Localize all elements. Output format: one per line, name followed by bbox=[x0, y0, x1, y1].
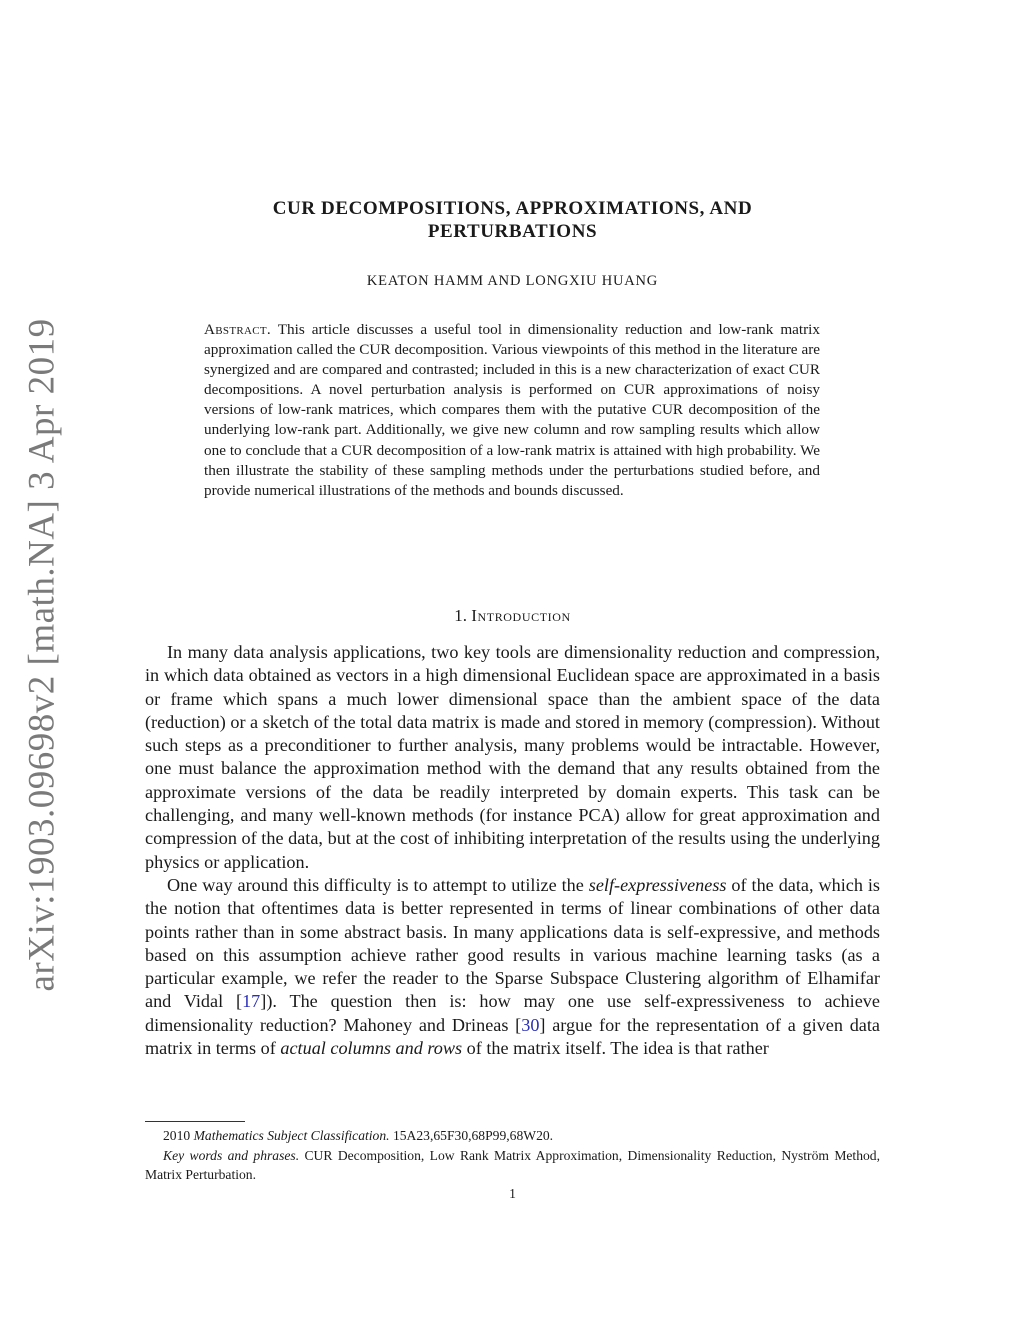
citation-link[interactable]: 30 bbox=[521, 1014, 540, 1035]
abstract bbox=[204, 320, 820, 501]
msc-footnote bbox=[145, 1126, 880, 1146]
section-heading bbox=[145, 606, 880, 626]
body-text bbox=[145, 641, 880, 1060]
text-run: One way around this difficulty is to attempt to utilize the bbox=[167, 874, 589, 895]
section-number: 1. bbox=[454, 606, 467, 625]
emphasis: actual columns and rows bbox=[280, 1038, 463, 1059]
msc-year: 2010 bbox=[163, 1128, 194, 1143]
arxiv-identifier: arXiv:1903.09698v2 [math.NA] 3 Apr 2019 bbox=[21, 318, 63, 992]
keywords-footnote bbox=[145, 1146, 880, 1185]
citation-link[interactable]: 17 bbox=[242, 991, 261, 1012]
paragraph: In many data analysis applications, two key tools are dimensionality reduction and compression, in which data obtained as vectors in a high dimensional Euclidean space are approximated in a basis or frame which spans a much lower dimensional space than the ambient space of the data (reduction) or a sketch of the total data matrix is made and stored in memory (compression). Without such steps as a preconditioner to further analysis, many problems would be intractable. However, one must balance the approximation method with the demand that any results obtained from the approximate versions of the data be readily interpreted by domain experts. This task can be challenging, and many well-known methods (for instance PCA) allow for great approximation and compression of the data, but at the cost of inhibiting interpretation of the results using the underlying physics or application. bbox=[145, 642, 880, 872]
paper-title bbox=[145, 197, 880, 243]
msc-label: Mathematics Subject Classification. bbox=[193, 1128, 390, 1143]
text-run: of the data, which is the notion that oftentimes data is better represented in terms of linear combinations of other data points rather than in some abstract basis. In many applications data is self-expressive, and methods based on this assumption achieve rather good results in various machine learning tasks (as a particular example, we refer the reader to the Sparse Subspace Clustering algorithm of Elhamifar and Vidal [ bbox=[145, 874, 880, 1012]
msc-codes: 15A23,65F30,68P99,68W20. bbox=[389, 1128, 554, 1143]
abstract-text: This article discusses a useful tool in dimensionality reduction and low-rank matrix approximation called the CUR decomposition. Various viewpoints of this method in the literature are synergized and are compared and contrasted; included in this is a new characterization of exact CUR decompositions. A novel perturbation analysis is performed on CUR approximations of noisy versions of low-rank matrices, which compares them with the putative CUR decomposition of the underlying low-rank part. Additionally, we give new column and row sampling results which allow one to conclude that a CUR decomposition of a low-rank matrix is attained with high probability. We then illustrate the stability of these sampling methods under the perturbations studied before, and provide numerical illustrations of the methods and bounds discussed. bbox=[204, 321, 821, 499]
footnotes bbox=[145, 1126, 880, 1185]
page-number: 1 bbox=[509, 1186, 516, 1201]
section-name: Introduction bbox=[471, 606, 571, 625]
abstract-label: Abstract. bbox=[204, 321, 271, 338]
keywords-label: Key words and phrases. bbox=[163, 1147, 300, 1163]
title-line-1: CUR DECOMPOSITIONS, APPROXIMATIONS, AND bbox=[272, 198, 753, 219]
title-line-2: PERTURBATIONS bbox=[427, 221, 598, 242]
text-run: ]). The question then is: how may one use self-expressiveness to achieve dimensionality reduction? Mahoney and Drineas [ bbox=[145, 991, 880, 1035]
footnote-rule bbox=[145, 1121, 245, 1122]
keywords: CUR Decomposition, Low Rank Matrix Approximation, Dimensionality Reduction, Nyström Method, Matrix Perturbation. bbox=[145, 1147, 881, 1182]
paragraph bbox=[145, 874, 880, 1060]
text-run: ] argue for the representation of a given data matrix in terms of bbox=[145, 1014, 880, 1059]
author-list: KEATON HAMM AND LONGXIU HUANG bbox=[366, 273, 659, 289]
text-run: of the matrix itself. The idea is that rather bbox=[462, 1038, 769, 1059]
arxiv-side-stamp bbox=[22, 0, 62, 1325]
emphasis: self-expressiveness bbox=[588, 874, 727, 895]
